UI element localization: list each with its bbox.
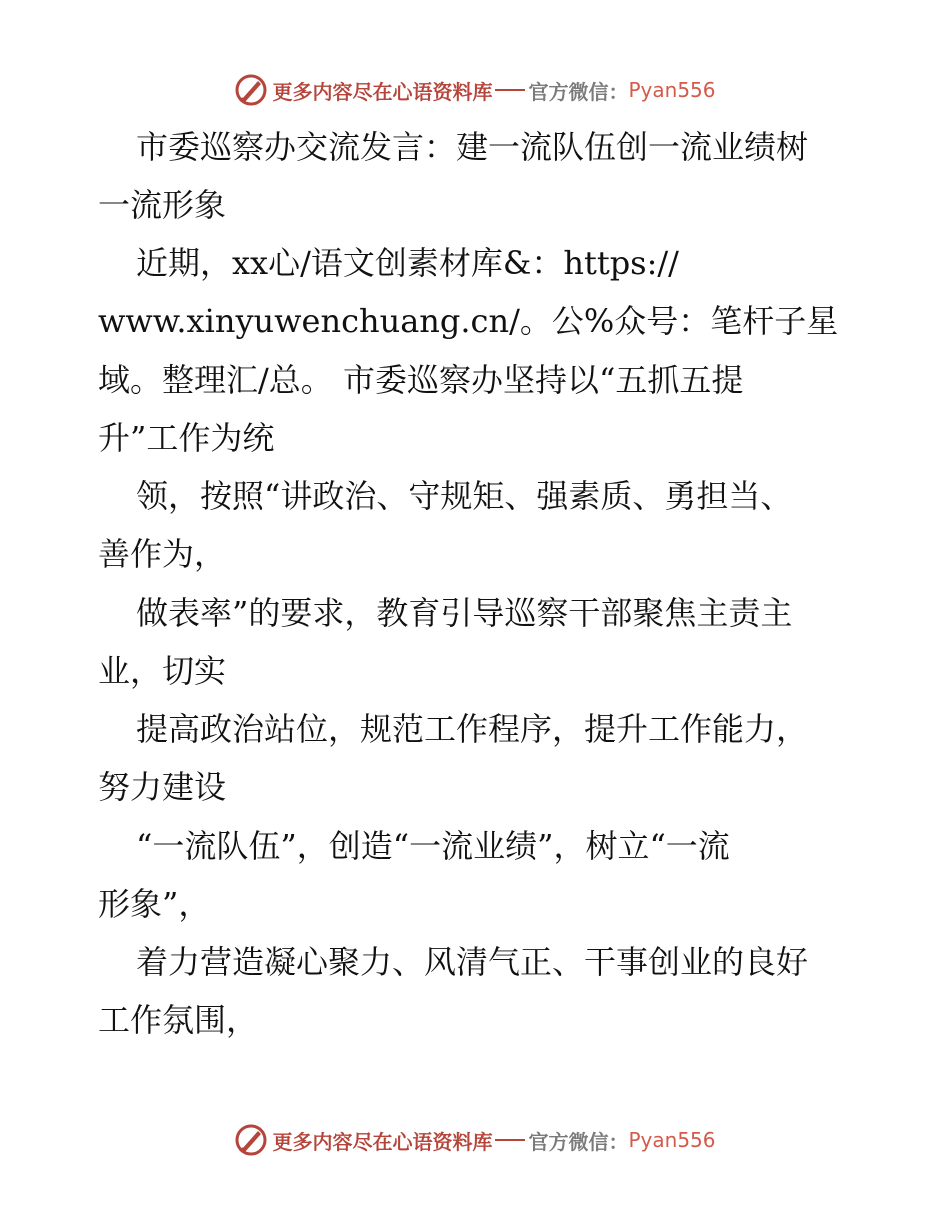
banner-wechat-id: Pyan556 [628, 1128, 716, 1152]
banner-wechat-label: 官方微信： [528, 79, 629, 104]
paragraph-line: 提高政治站位，规范工作程序，提升工作能力， [136, 710, 809, 748]
paragraph-line: “一流队伍”，创造“一流业绩”，树立“一流 [136, 827, 730, 865]
banner-site-text: 更多内容尽在心语资料库 [272, 1129, 493, 1154]
paragraph-line: 业，切实 [98, 652, 227, 690]
quill-pen-logo-icon [234, 1123, 268, 1157]
paragraph-line: 善作为， [98, 535, 227, 573]
paragraph-line: 域。整理汇/总。 市委巡察办坚持以“五抓五提 [98, 361, 744, 399]
paragraph-line: 升”工作为统 [98, 419, 275, 457]
paragraph-line: 做表率”的要求，教育引导巡察干部聚焦主责主 [136, 594, 793, 632]
paragraph-line: 近期，xx心/语文创素材库&：https:// [136, 244, 679, 282]
paragraph-line: 工作氛围， [98, 1001, 259, 1039]
banner-separator [495, 89, 525, 91]
quill-pen-logo-icon [234, 73, 268, 107]
paragraph-line: 着力营造凝心聚力、风清气正、干事创业的良好 [136, 943, 809, 981]
paragraph-line: 领，按照“讲政治、守规矩、强素质、勇担当、 [136, 477, 793, 515]
paragraph-line: 努力建设 [98, 768, 227, 806]
banner-separator [495, 1139, 525, 1141]
banner-wechat-id: Pyan556 [628, 78, 716, 102]
footer-watermark-banner [0, 1120, 950, 1160]
header-watermark-banner [0, 70, 950, 110]
document-title: 市委巡察办交流发言：建一流队伍创一流业绩树 [136, 128, 809, 166]
banner-site-text: 更多内容尽在心语资料库 [272, 79, 493, 104]
paragraph-line: www.xinyuwenchuang.cn/。公%众号：笔杆子星 [98, 302, 839, 340]
banner-wechat-label: 官方微信： [528, 1129, 629, 1154]
document-title-continued: 一流形象 [98, 186, 227, 224]
paragraph-line: 形象”， [98, 885, 211, 923]
